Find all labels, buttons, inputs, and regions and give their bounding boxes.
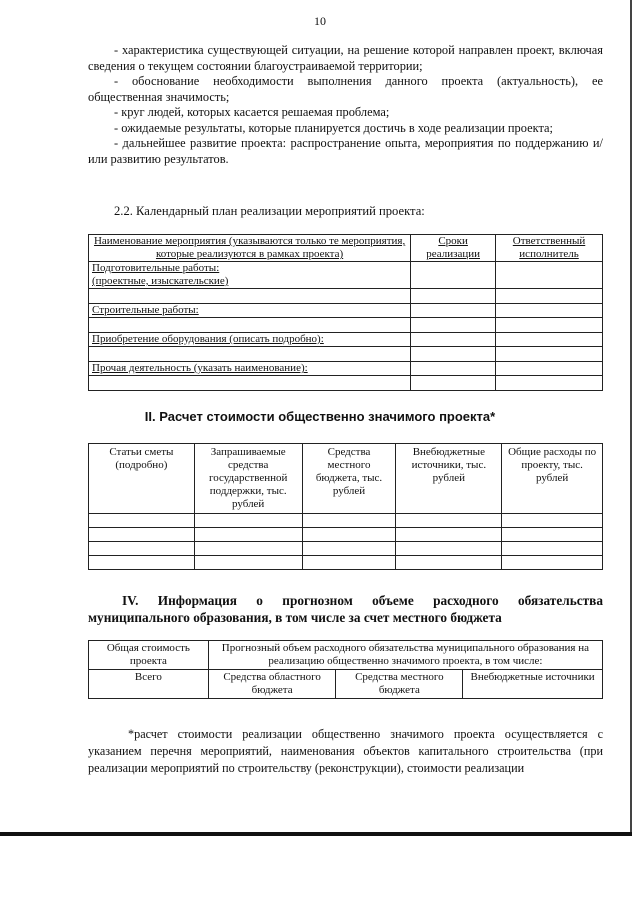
table-cell [396, 528, 502, 542]
col-header-total: Общие расходы по проекту, тыс. рублей [502, 444, 603, 514]
table-cell [89, 289, 411, 304]
table-cell [302, 556, 396, 570]
table-row-label: Прочая деятельность (указать наименование): [89, 362, 411, 376]
bottom-rule [0, 832, 632, 836]
table-cell [496, 362, 603, 376]
table-cell [89, 556, 195, 570]
col-header-local-budget: Средства местного бюджета, тыс. рублей [302, 444, 396, 514]
col-header-responsible: Ответственный исполнитель [496, 235, 603, 262]
table-cell [502, 542, 603, 556]
table-cell [194, 542, 302, 556]
intro-item: - круг людей, которых касается решаемая проблема; [114, 105, 390, 119]
col-header-total-cost: Общая стоимость проекта [89, 641, 209, 670]
table-row-label: Приобретение оборудования (описать подробно): [89, 333, 411, 347]
table-cell [496, 376, 603, 391]
table-cell [502, 556, 603, 570]
intro-item: - обоснование необходимости выполнения данного проекта (актуальность), ее общественная значимость; [88, 74, 603, 104]
table-cell [496, 333, 603, 347]
calendar-plan-table [88, 234, 603, 391]
col-header-state-support: Запрашиваемые средства государственной поддержки, тыс. рублей [194, 444, 302, 514]
table-cell [89, 514, 195, 528]
table-cell [411, 304, 496, 318]
table-cell [411, 289, 496, 304]
section-4-heading-line1: IV. Информация о прогнозном объеме расходного обязательства [122, 593, 603, 608]
table-cell: Средства местного бюджета [336, 670, 463, 699]
section-4-heading-line2: муниципального образования, в том числе за счет местного бюджета [88, 610, 502, 625]
table-row-label: Подготовительные работы: [89, 262, 411, 276]
table-cell [411, 318, 496, 333]
table-cell [194, 556, 302, 570]
table-cell [89, 542, 195, 556]
intro-list [88, 43, 603, 167]
table-cell [89, 376, 411, 391]
table-cell [302, 528, 396, 542]
footnote [88, 726, 603, 777]
table-cell [396, 556, 502, 570]
table-cell [302, 542, 396, 556]
table-cell [502, 528, 603, 542]
table-cell [496, 347, 603, 362]
table-cell [89, 318, 411, 333]
table-cell [396, 542, 502, 556]
col-header-extrabudget: Внебюджетные источники, тыс. рублей [396, 444, 502, 514]
intro-item: - характеристика существующей ситуации, на решение которой направлен проект, включая сведения о текущем состоянии благоустраиваемой территории; [88, 43, 603, 73]
table-cell [89, 347, 411, 362]
table-cell [411, 362, 496, 376]
intro-item: - ожидаемые результаты, которые планируется достичь в ходе реализации проекта; [114, 120, 553, 135]
col-header-activity: Наименование мероприятия (указываются только те мероприятия, которые реализуются в рамках проекта) [89, 235, 411, 262]
table-cell [396, 514, 502, 528]
cost-estimate-table [88, 443, 603, 570]
table-cell: Внебюджетные источники [463, 670, 603, 699]
table-row-label: Строительные работы: [89, 304, 411, 318]
section-4-heading [88, 592, 603, 626]
table-cell [411, 347, 496, 362]
table-cell [89, 528, 195, 542]
table-cell [194, 514, 302, 528]
section-2-2-heading: 2.2. Календарный план реализации мероприятий проекта: [114, 204, 425, 218]
table-cell: Средства областного бюджета [208, 670, 336, 699]
table-cell [411, 262, 496, 289]
table-cell [496, 289, 603, 304]
table-cell [194, 528, 302, 542]
page-number: 10 [314, 14, 326, 28]
table-cell [411, 376, 496, 391]
section-3-heading: II. Расчет стоимости общественно значимого проекта* [144, 409, 496, 424]
table-cell [496, 318, 603, 333]
col-header-dates: Сроки реализации [411, 235, 496, 262]
table-cell [496, 262, 603, 289]
footnote-text: *расчет стоимости реализации общественно значимого проекта осуществляется с указанием перечня мероприятий, наименования объектов капитального строительства (при реализации мероприятий по строительству (реконструкции), стоимости реализации [88, 727, 603, 775]
table-cell [411, 333, 496, 347]
forecast-table [88, 640, 603, 699]
table-cell [302, 514, 396, 528]
intro-item: - дальнейшее развитие проекта: распространение опыта, мероприятия по поддержанию и/или развитию результатов. [88, 136, 603, 166]
col-header-forecast: Прогнозный объем расходного обязательства муниципального образования на реализацию общественно значимого проекта, в том числе: [208, 641, 602, 670]
table-cell: Всего [89, 670, 209, 699]
col-header-item: Статьи сметы (подробно) [89, 444, 195, 514]
table-row-label: (проектные, изыскательские) [89, 275, 411, 289]
table-cell [496, 304, 603, 318]
table-cell [502, 514, 603, 528]
